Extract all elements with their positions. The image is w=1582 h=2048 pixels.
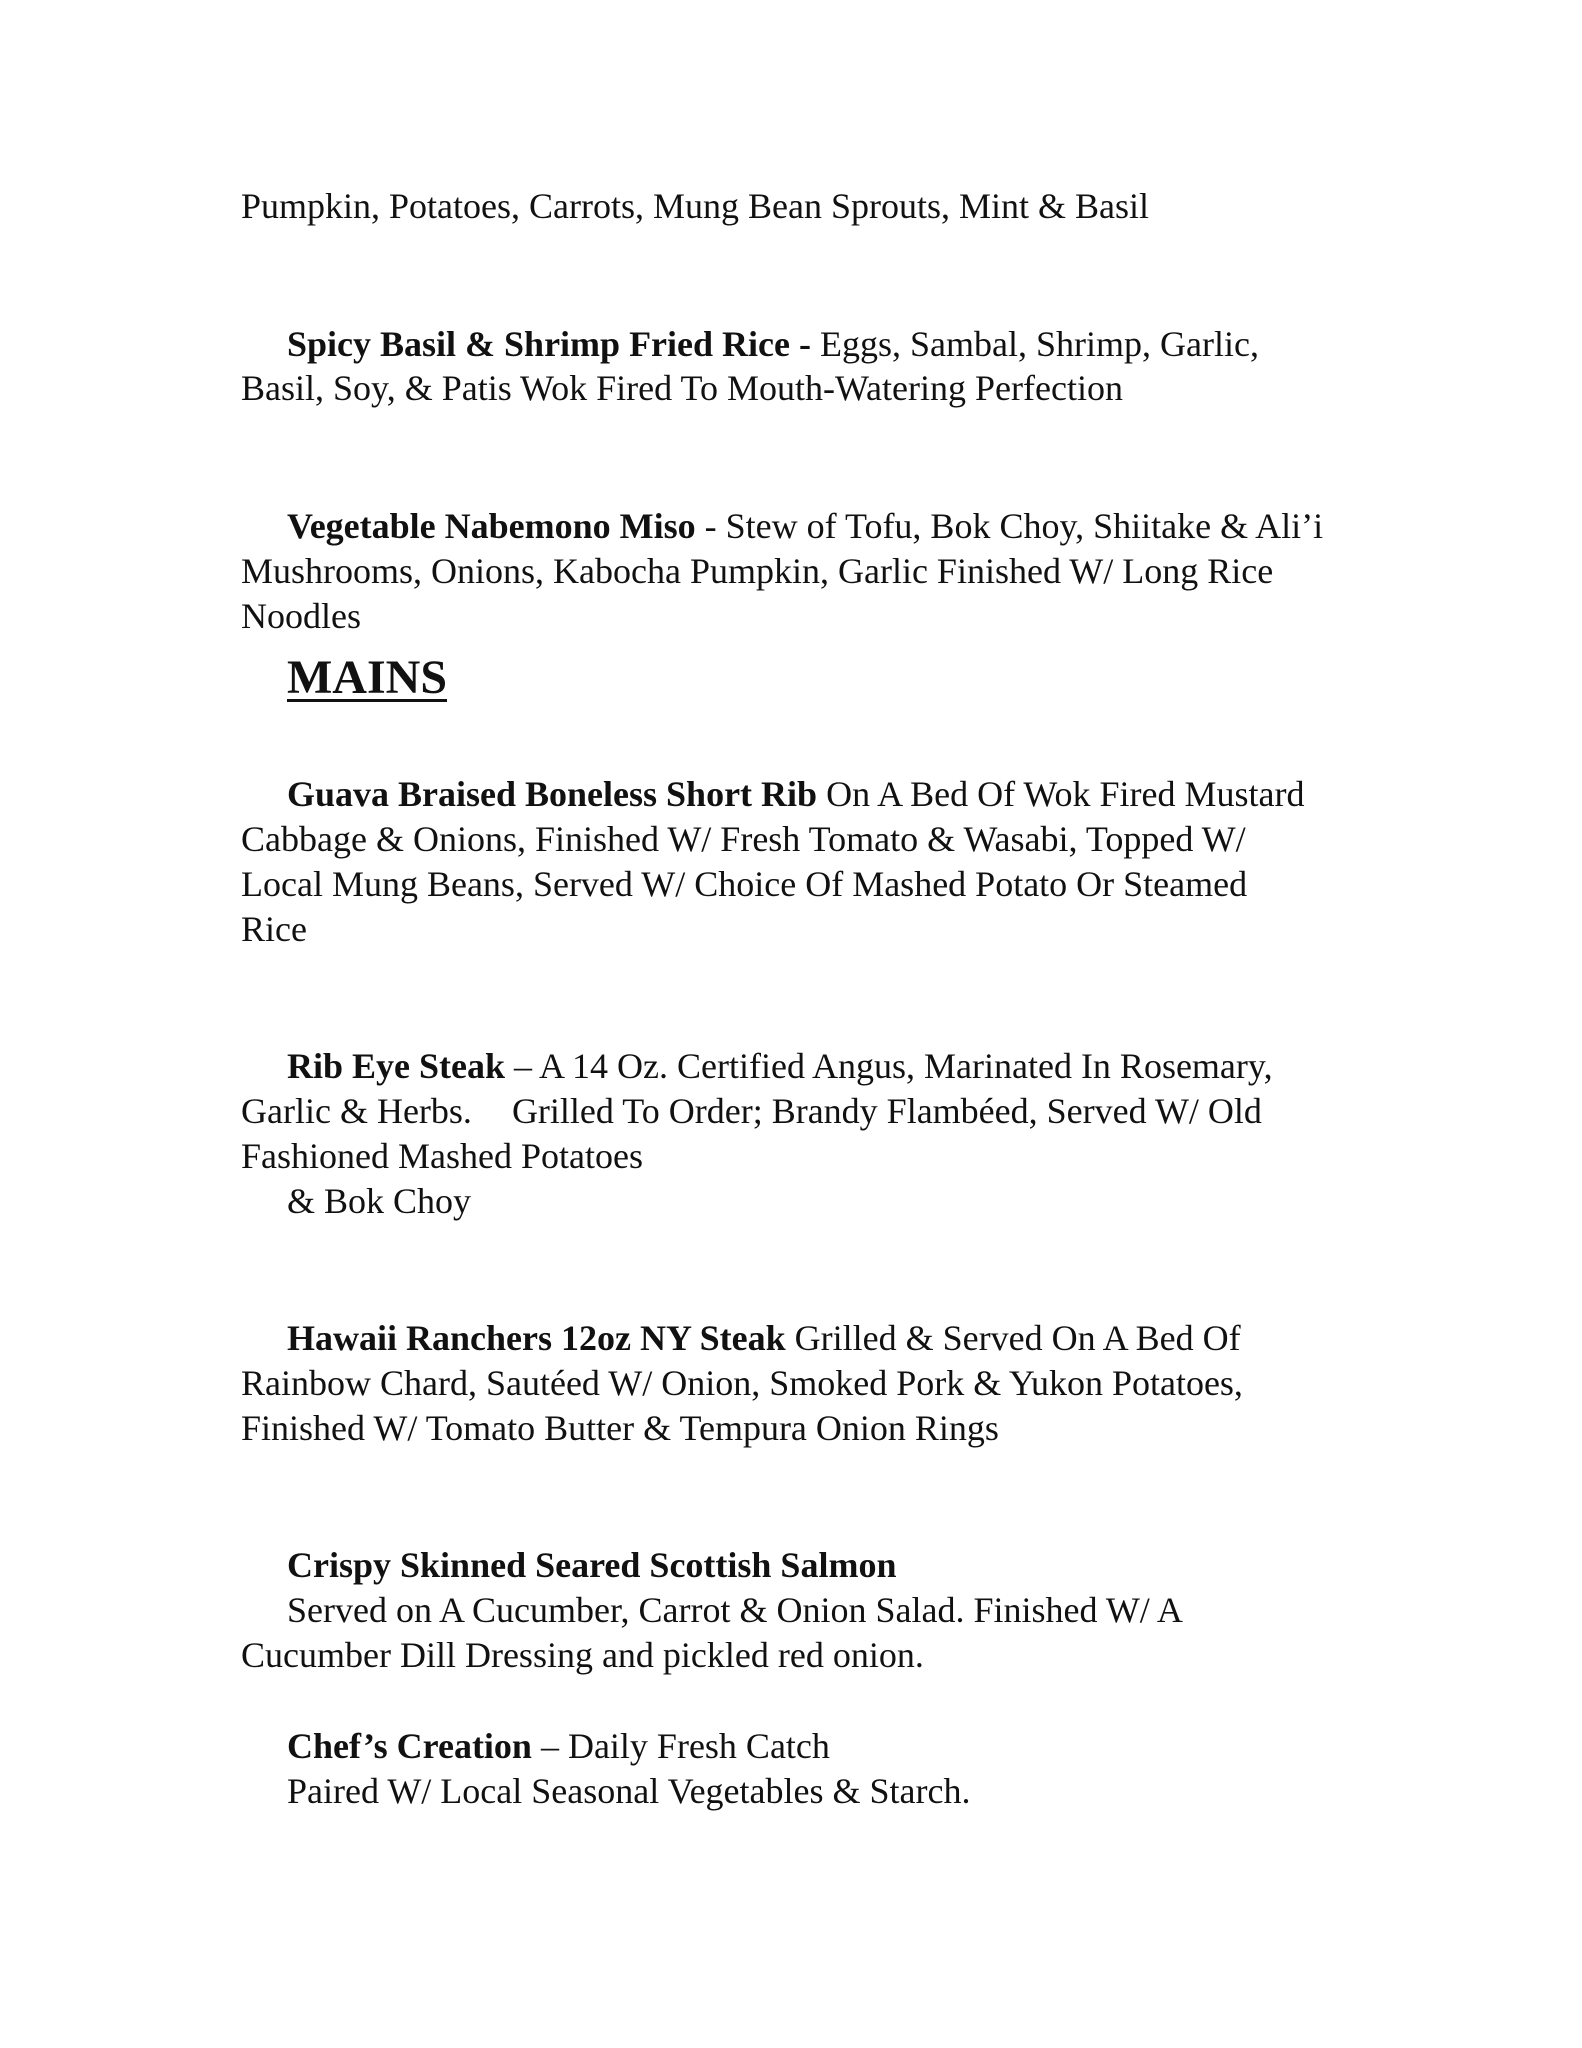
menu-item-description-line: Noodles <box>241 596 361 636</box>
menu-item-description: Grilled & Served On A Bed Of <box>785 1318 1241 1358</box>
menu-item-description-line: Served on A Cucumber, Carrot & Onion Salad. Finished W/ A <box>287 1590 1183 1630</box>
menu-item-description-line: Mushrooms, Onions, Kabocha Pumpkin, Garlic Finished W/ Long Rice <box>241 551 1274 591</box>
menu-item-description-part: Garlic & Herbs. <box>241 1091 472 1131</box>
menu-item-description: – A 14 Oz. Certified Angus, Marinated In Rosemary, <box>505 1046 1273 1086</box>
continued-description: Pumpkin, Potatoes, Carrots, Mung Bean Sprouts, Mint & Basil <box>241 186 1150 226</box>
menu-item-description-line: Paired W/ Local Seasonal Vegetables & Starch. <box>287 1771 971 1811</box>
menu-item-fried-rice <box>287 322 1259 367</box>
menu-item-name: Hawaii Ranchers 12oz NY Steak <box>287 1318 786 1358</box>
menu-item-salmon-name: Crispy Skinned Seared Scottish Salmon <box>287 1545 897 1585</box>
menu-item-short-rib <box>287 772 1305 817</box>
menu-item-name: Vegetable Nabemono Miso <box>287 506 696 546</box>
menu-item-name: Spicy Basil & Shrimp Fried Rice - <box>287 324 811 364</box>
menu-item-description-part: Grilled To Order; Brandy Flambéed, Served W/ Old <box>511 1091 1262 1131</box>
menu-item-description-line: Finished W/ Tomato Butter & Tempura Onion Rings <box>241 1408 999 1448</box>
menu-item-description-line: Rainbow Chard, Sautéed W/ Onion, Smoked Pork & Yukon Potatoes, <box>241 1363 1243 1403</box>
menu-item-nabemono-miso <box>287 504 1323 549</box>
menu-item-description-line: Local Mung Beans, Served W/ Choice Of Mashed Potato Or Steamed <box>241 864 1248 904</box>
menu-item-description: Eggs, Sambal, Shrimp, Garlic, <box>811 324 1259 364</box>
menu-item-rib-eye <box>287 1044 1273 1089</box>
menu-item-description-line <box>241 1089 1262 1134</box>
menu-item-name: Rib Eye Steak <box>287 1046 506 1086</box>
menu-item-description-line: Fashioned Mashed Potatoes <box>241 1136 643 1176</box>
menu-item-description: - Stew of Tofu, Bok Choy, Shiitake & Ali’i <box>695 506 1324 546</box>
menu-item-description-line: Basil, Soy, & Patis Wok Fired To Mouth-Watering Perfection <box>241 368 1123 408</box>
menu-item-chefs-creation <box>287 1724 830 1769</box>
menu-item-description: – Daily Fresh Catch <box>531 1726 830 1766</box>
menu-item-description-line: Rice <box>241 909 307 949</box>
menu-item-description-line: Cucumber Dill Dressing and pickled red onion. <box>241 1635 924 1675</box>
menu-item-description: On A Bed Of Wok Fired Mustard <box>817 774 1305 814</box>
menu-item-name: Chef’s Creation <box>287 1726 532 1766</box>
menu-item-name: Guava Braised Boneless Short Rib <box>287 774 818 814</box>
menu-item-description-line: Cabbage & Onions, Finished W/ Fresh Tomato & Wasabi, Topped W/ <box>241 819 1246 859</box>
menu-item-description-line: & Bok Choy <box>287 1181 472 1221</box>
menu-item-ny-steak <box>287 1316 1241 1361</box>
section-heading-mains: MAINS <box>287 651 448 704</box>
